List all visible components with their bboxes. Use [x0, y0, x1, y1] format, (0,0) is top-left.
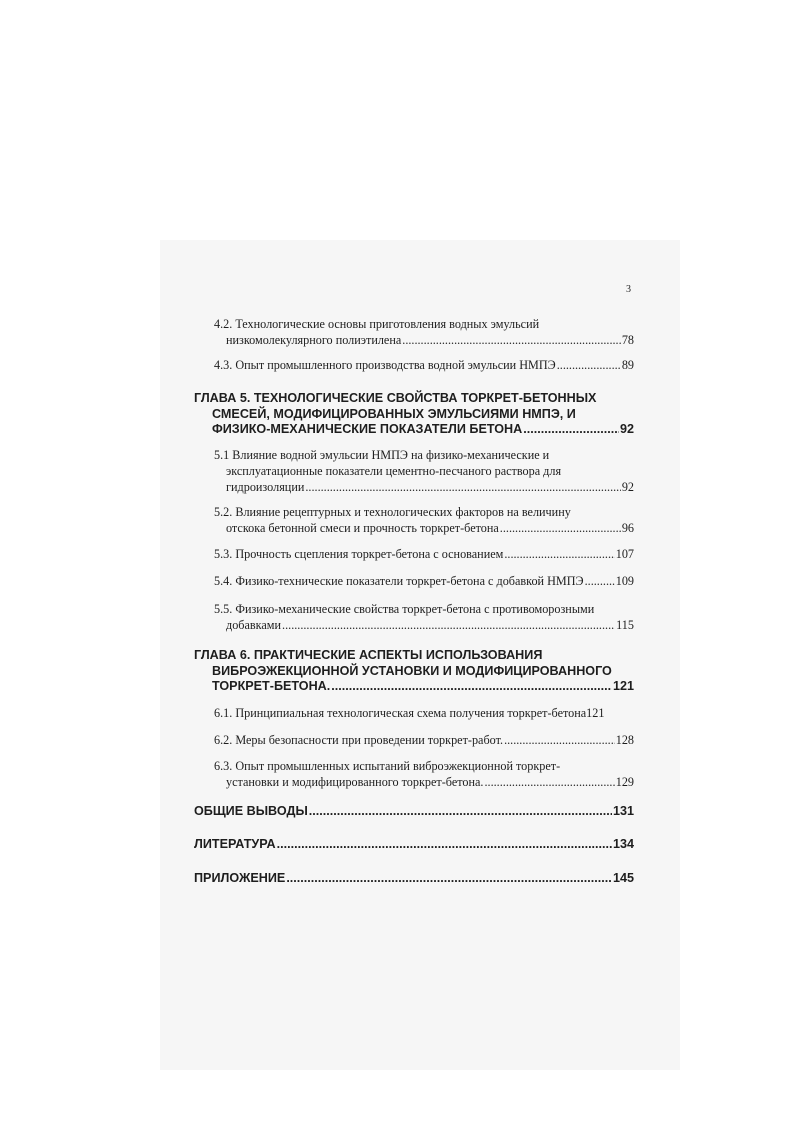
- chapter-title: ОБЩИЕ ВЫВОДЫ: [194, 804, 308, 818]
- toc-entry-text: добавками: [226, 618, 282, 632]
- chapter-title: ТОРКРЕТ-БЕТОНА.: [212, 679, 331, 693]
- toc-page-number: 89: [621, 358, 634, 372]
- toc-page-number: 92: [621, 480, 634, 494]
- toc-page-number: 121: [586, 706, 605, 720]
- dot-leader: [585, 573, 615, 589]
- toc-entry-text: установки и модифицированного торкрет-бетона.: [226, 775, 484, 789]
- page-number: 3: [626, 284, 631, 295]
- toc-page-number: 78: [621, 333, 634, 347]
- toc-page-number: 131: [612, 804, 634, 818]
- toc-appendix[interactable]: [194, 871, 634, 887]
- toc-entry-4-2[interactable]: [214, 316, 634, 348]
- dot-leader: [504, 732, 615, 748]
- dot-leader: [286, 871, 612, 887]
- toc-entry-5-3[interactable]: [214, 546, 634, 562]
- toc-entry-text: 5.5. Физико-механические свойства торкрет-бетона с противоморозными: [214, 602, 595, 616]
- toc-entry-5-2[interactable]: [214, 504, 634, 536]
- dot-leader: [305, 479, 620, 495]
- dot-leader: [504, 546, 614, 562]
- toc-entry-text: 4.3. Опыт промышленного производства водной эмульсии НМПЭ: [214, 358, 556, 372]
- chapter-title: ЛИТЕРАТУРА: [194, 837, 276, 851]
- dot-leader: [523, 422, 619, 438]
- toc-page-number: 145: [612, 871, 634, 885]
- dot-leader: [282, 617, 615, 633]
- toc-entry-text: 6.3. Опыт промышленных испытаний виброэжекционной торкрет-: [214, 759, 561, 773]
- dot-leader: [402, 332, 621, 348]
- chapter-title: ПРИЛОЖЕНИЕ: [194, 871, 286, 885]
- toc-entry-text: эксплуатационные показатели цементно-песчаного раствора для: [226, 464, 562, 478]
- toc-entry-6-1[interactable]: [214, 705, 634, 721]
- chapter-title: ВИБРОЭЖЕКЦИОННОЙ УСТАНОВКИ И МОДИФИЦИРОВАННОГО: [212, 663, 612, 678]
- toc-page-number: 129: [615, 775, 634, 789]
- dot-leader: [309, 804, 612, 820]
- toc-entry-5-5[interactable]: [214, 601, 634, 633]
- chapter-title: ГЛАВА 6. ПРАКТИЧЕСКИЕ АСПЕКТЫ ИСПОЛЬЗОВАНИЯ: [194, 648, 543, 662]
- chapter-title: СМЕСЕЙ, МОДИФИЦИРОВАННЫХ ЭМУЛЬСИЯМИ НМПЭ, И: [212, 406, 576, 421]
- toc-literature[interactable]: [194, 837, 634, 853]
- toc-page-number: 92: [619, 422, 634, 436]
- toc-entry-text: 5.1 Влияние водной эмульсии НМПЭ на физико-механические и: [214, 448, 550, 462]
- toc-page-number: 109: [615, 574, 634, 588]
- toc-entry-text: 6.2. Меры безопасности при проведении торкрет-работ.: [214, 733, 504, 747]
- toc-page-number: 128: [615, 733, 634, 747]
- toc-conclusions[interactable]: [194, 804, 634, 820]
- toc-entry-5-4[interactable]: [214, 573, 634, 589]
- toc-entry-4-3[interactable]: [214, 357, 634, 373]
- toc-entry-text: 6.1. Принципиальная технологическая схема получения торкрет-бетона: [214, 706, 587, 720]
- toc-entry-5-1[interactable]: [214, 447, 634, 495]
- dot-leader: [557, 357, 621, 373]
- toc-entry-6-3[interactable]: [214, 758, 634, 790]
- toc-page-number: 134: [612, 837, 634, 851]
- toc-entry-text: 5.2. Влияние рецептурных и технологических факторов на величину: [214, 505, 571, 519]
- dot-leader: [500, 520, 621, 536]
- chapter-title: ГЛАВА 5. ТЕХНОЛОГИЧЕСКИЕ СВОЙСТВА ТОРКРЕТ-БЕТОННЫХ: [194, 391, 597, 405]
- toc-entry-text: 5.3. Прочность сцепления торкрет-бетона с основанием: [214, 547, 504, 561]
- dot-leader: [277, 837, 612, 853]
- toc-entry-text: 4.2. Технологические основы приготовления водных эмульсий: [214, 317, 540, 331]
- toc-page-number: 107: [615, 547, 634, 561]
- chapter-title: ФИЗИКО-МЕХАНИЧЕСКИЕ ПОКАЗАТЕЛИ БЕТОНА: [212, 422, 523, 436]
- toc-entry-text: гидроизоляции: [226, 480, 305, 494]
- toc-page-number: 96: [621, 521, 634, 535]
- toc-page-number: 121: [612, 679, 634, 693]
- toc-entry-text: 5.4. Физико-технические показатели торкрет-бетона с добавкой НМПЭ: [214, 574, 584, 588]
- toc-entry-text: низкомолекулярного полиэтилена: [226, 333, 402, 347]
- toc-entry-6-2[interactable]: [214, 732, 634, 748]
- toc-entry-text: отскока бетонной смеси и прочность торкрет-бетона: [226, 521, 499, 535]
- dot-leader: [331, 679, 612, 695]
- toc-chapter-5[interactable]: [194, 391, 634, 438]
- toc-chapter-6[interactable]: [194, 648, 634, 695]
- toc-page-number: 115: [616, 618, 634, 632]
- dot-leader: [484, 774, 614, 790]
